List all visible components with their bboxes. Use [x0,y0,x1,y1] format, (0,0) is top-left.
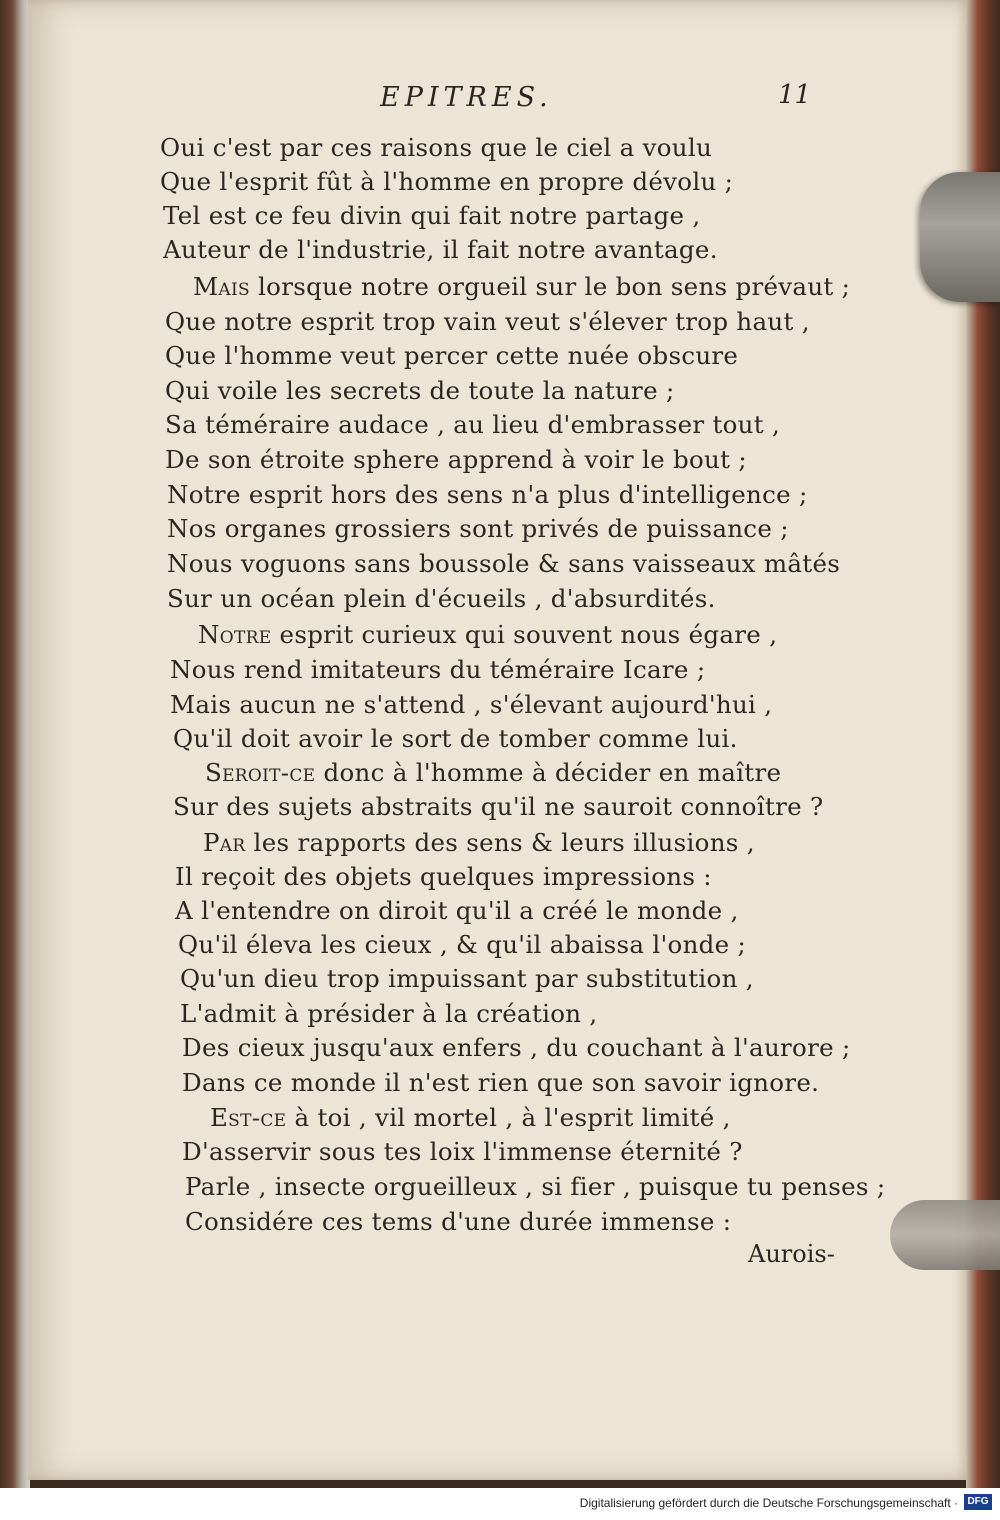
verse-initial-smallcaps: Par [203,828,246,857]
verse-text: esprit curieux qui souvent nous égare , [271,620,778,649]
verse-text: Qu'un dieu trop impuissant par substitution , [180,964,754,993]
verse-text: Mais aucun ne s'attend , s'élevant aujourd'hui , [170,690,773,719]
verse-text: Nos organes grossiers sont privés de puissance ; [167,514,789,543]
verse-line [180,999,598,1028]
verse-line [170,655,705,684]
verse-line [182,1033,851,1062]
verse-text: Dans ce monde il n'est rien que son savoir ignore. [182,1068,820,1097]
verse-text: Qu'il éleva les cieux , & qu'il abaissa l'onde ; [178,930,747,959]
verse-line [182,1068,819,1097]
verse-text: Sur des sujets abstraits qu'il ne sauroit connoître ? [173,792,824,821]
verse-line [173,792,823,821]
verse-line [193,272,850,301]
verse-text: Parle , insecte orgueilleux , si fier , puisque tu penses ; [185,1172,886,1201]
running-head: EPITRES. [380,82,553,113]
verse-line [175,862,712,891]
verse-line [163,235,718,264]
verse-line [165,307,810,336]
verse-line [180,964,754,993]
dfg-logo: DFG [964,1494,992,1510]
verse-line [160,133,712,162]
verse-text: Nous rend imitateurs du téméraire Icare ; [170,655,706,684]
verse-text: De son étroite sphere apprend à voir le bout ; [165,445,747,474]
verse-line [167,514,789,543]
verse-text: Que l'esprit fût à l'homme en propre dévolu ; [160,167,734,196]
funding-credit: Digitalisierung gefördert durch die Deutsche Forschungsgemeinschaft · [579,1496,958,1510]
verse-text: Il reçoit des objets quelques impressions : [175,862,712,891]
verse-text: D'asservir sous tes loix l'immense éternité ? [182,1137,743,1166]
verse-line [185,1172,885,1201]
page-number: 11 [778,80,812,110]
verse-text: Qu'il doit avoir le sort de tomber comme lui. [173,724,738,753]
verse-text: Sur un océan plein d'écueils , d'absurdités. [167,584,716,613]
verse-line [167,549,840,578]
verse-text: Considére ces tems d'une durée immense : [185,1207,732,1236]
verse-line [173,724,738,753]
catchword: Aurois- [748,1240,835,1268]
verse-initial-smallcaps: Notre [198,620,272,649]
verse-line [163,201,701,230]
verse-line [160,167,733,196]
verse-text: à toi , vil mortel , à l'esprit limité , [286,1103,731,1132]
verse-text: Tel est ce feu divin qui fait notre partage , [163,201,701,230]
verse-line [205,758,781,787]
verse-text: Oui c'est par ces raisons que le ciel a voulu [160,133,713,162]
verse-line [182,1137,743,1166]
verse-initial-smallcaps: Est-ce [210,1103,287,1132]
verse-line [198,620,777,649]
verse-line [185,1207,731,1236]
verse-text: Des cieux jusqu'aux enfers , du couchant à l'aurore ; [182,1033,851,1062]
verse-line [170,690,772,719]
verse-line [165,341,738,370]
verse-line [167,480,808,509]
verse-line [203,828,755,857]
verse-line [165,410,780,439]
verse-text: Que notre esprit trop vain veut s'élever trop haut , [165,307,810,336]
verse-text: Qui voile les secrets de toute la nature ; [165,376,675,405]
verse-text: A l'entendre on diroit qu'il a créé le monde , [175,896,739,925]
verse-text: les rapports des sens & leurs illusions , [245,828,755,857]
verse-text: donc à l'homme à décider en maître [315,758,782,787]
verse-line [165,376,675,405]
verse-text: L'admit à présider à la création , [180,999,598,1028]
verse-text: Notre esprit hors des sens n'a plus d'intelligence ; [167,480,808,509]
verse-initial-smallcaps: Mais [193,272,250,301]
verse-text: Nous voguons sans boussole & sans vaisseaux mâtés [167,549,841,578]
verse-text: Auteur de l'industrie, il fait notre avantage. [163,235,718,264]
digitization-footer [0,1488,1000,1520]
verse-text: Que l'homme veut percer cette nuée obscure [165,341,739,370]
verse-line [175,896,739,925]
verse-initial-smallcaps: Seroit-ce [205,758,316,787]
verse-line [165,445,747,474]
verse-line [178,930,746,959]
verse-line [210,1103,731,1132]
verse-text: lorsque notre orgueil sur le bon sens prévaut ; [249,272,851,301]
verse-text: Sa téméraire audace , au lieu d'embrasser tout , [165,410,781,439]
verse-line [167,584,716,613]
